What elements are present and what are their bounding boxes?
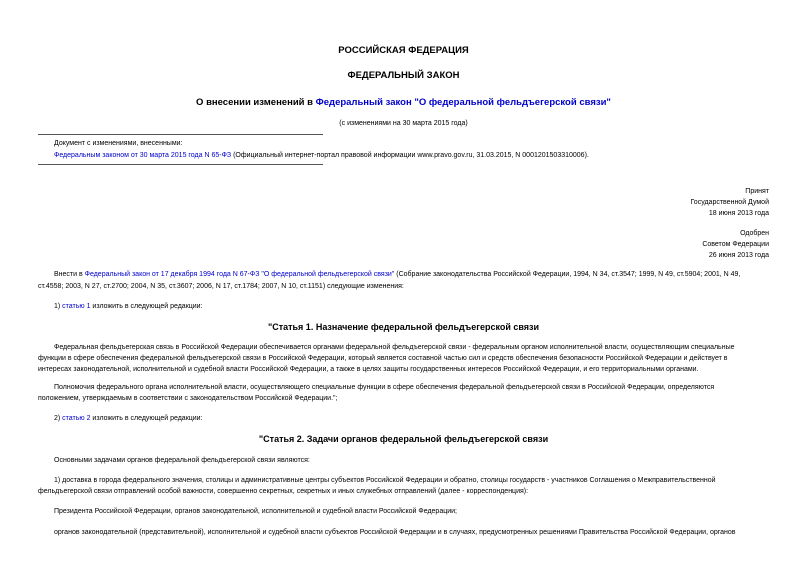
intro-line1 [54,269,774,280]
intro-line2: ст.4558; 2003, N 27, ст.2700; 2004, N 35, ст.3607; 2006, N 17, ст.1784; 2007, N 10, ст.1151) следующие изменения: [38,283,404,290]
article1-title: "Статья 1. Назначение федеральной фельдъегерской связи [267,322,540,332]
law-title-link[interactable]: Федеральный закон "О федеральной фельдъегерской связи" [315,97,611,108]
article2-p2-line1: 1) доставка в города федерального значения, столицы и административные центры субъектов Российской Федерации и обратно, столицы государств - участников Соглашения о Межправительственной [54,477,716,484]
item1-article-link[interactable]: статью 1 [62,303,91,310]
approved-date: 26 июня 2013 года [708,252,769,259]
accepted-date: 18 июня 2013 года [708,210,769,217]
amendment-law-link[interactable]: Федеральным законом от 30 марта 2015 года N 65-ФЗ [54,152,232,159]
country-heading: РОССИЙСКАЯ ФЕДЕРАЦИЯ [338,45,469,56]
accepted-line2: Государственной Думой [690,199,769,206]
doc-type-heading: ФЕДЕРАЛЬНЫЙ ЗАКОН [347,70,460,81]
edition-note: (с изменениями на 30 марта 2015 года) [339,120,468,127]
item2-rest: изложить в следующей редакции: [90,415,203,422]
intro-law-link[interactable]: Федеральный закон от 17 декабря 1994 года N 67-ФЗ "О федеральной фельдъегерской связи" [84,271,395,278]
article2-title: "Статья 2. Задачи органов федеральной фельдъегерской связи [258,434,549,444]
approved-line2: Советом Федерации [702,241,769,248]
item1-num: 1) [54,303,63,310]
article2-p1: Основными задачами органов федеральной фельдъегерской связи являются: [54,457,310,464]
article2-p3: Президента Российской Федерации, органов законодательной, исполнительной и судебной власти Российской Федерации; [54,508,457,515]
divider-top [38,134,323,135]
amendments-line [54,151,589,161]
article1-p2-line2: положением, утверждаемым в соответствии с законодательством Российской Федерации."; [38,395,338,402]
item1 [54,301,203,312]
law-title-prefix: О внесении изменений в [196,97,316,108]
item2-article-link[interactable]: статью 2 [62,415,91,422]
item2-num: 2) [54,415,63,422]
article1-p1-line2: функции в сфере обеспечения федеральной фельдъегерской связи в Российской Федерации, который является составной частью сил и средств обеспечения безопасности Российской Федерации и действует в [38,355,728,362]
adoption-approved [702,228,769,261]
intro-prefix: Внести в [54,271,85,278]
article1-p2-line1: Полномочия федерального органа исполнительной власти, осуществляющего специальные функции в сфере обеспечения федеральной фельдъегерской связи в Российской Федерации, определяются [54,384,715,391]
accepted-line1: Принят [745,188,769,195]
law-title [0,97,807,108]
article1-p1-line3: интересах законодательной, исполнительной и судебной власти Российской Федерации, а также в целях защиты государственных интересов Российской Федерации, и его территориальными органами. [38,366,699,373]
item2 [54,413,203,424]
adoption-accepted [690,186,769,219]
article2-p4: органов законодательной (представительной), исполнительной и судебной власти субъектов Российской Федерации и в случаях, предусмотренных решениями Правительства Российской Федерации, органов [54,529,736,536]
intro-rest: (Собрание законодательства Российской Федерации, 1994, N 34, ст.3547; 1999, N 49, ст.5904; 2001, N 49, [394,271,741,278]
approved-line1: Одобрен [740,230,769,237]
article2-p2-line2: фельдъегерской связи отправлений особой важности, совершенно секретных, секретных и иных служебных отправлений (далее - корреспонденция): [38,488,529,495]
amendment-source: (Официальный интернет-портал правовой информации www.pravo.gov.ru, 31.03.2015, N 0001201503310006). [231,152,589,159]
article1-p1-line1: Федеральная фельдъегерская связь в Российской Федерации обеспечивается органами федеральной фельдъегерской связи - федеральным органом исполнительной власти, осуществляющим специальные [54,344,735,351]
amendments-label: Документ с изменениями, внесенными: [54,140,183,147]
divider-bottom [38,164,323,165]
item1-rest: изложить в следующей редакции: [90,303,203,310]
